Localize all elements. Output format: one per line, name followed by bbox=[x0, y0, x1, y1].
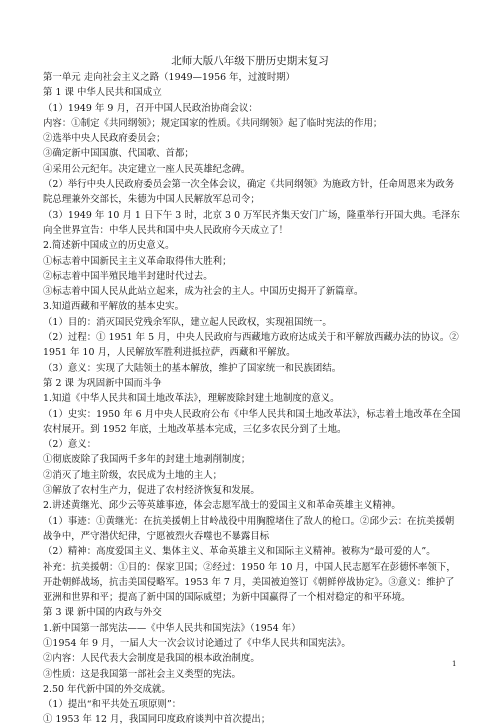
text-line: （3）1949 年 10 月 1 日下午 3 时，北京 3 0 万军民齐集天安门广场，隆重举行开国大典。毛泽东向全世界宣告：中华人民共和国中央人民政府今天成立了！ bbox=[43, 209, 460, 236]
lesson-heading: 第 2 课 为巩固新中国而斗争 bbox=[43, 377, 162, 389]
lesson-heading: 第 1 课 中华人民共和国成立 bbox=[43, 87, 162, 99]
text-line: ③标志着中国人民从此站立起来，成为社会的主人。中国历史揭开了新篇章。 bbox=[43, 286, 364, 298]
text-line: ①标志着中国新民主主义革命取得伟大胜利； bbox=[43, 255, 232, 267]
text-line: （2）意义： bbox=[43, 439, 97, 451]
text-line: ③性质：这是我国第一部社会主义类型的宪法。 bbox=[43, 668, 241, 680]
section-heading: 2.讲述黄继光、邱少云等英雄事迹，体会志愿军战士的爱国主义和革命英雄主义精神。 bbox=[43, 500, 401, 512]
text-line: ③确定新中国国旗、代国歌、首都； bbox=[43, 148, 194, 160]
text-line: ②标志着中国半殖民地半封建时代过去。 bbox=[43, 270, 213, 282]
section-heading: 1.知道《中华人民共和国土地改革法》，理解废除封建土地制度的意义。 bbox=[43, 393, 340, 405]
text-line: （2）过程：① 1951 年 5 月，中央人民政府与西藏地方政府达成关于和平解放西藏办法的协议。②1951 年 10 月，人民解放军胜利进抵拉萨，西藏和平解放。 bbox=[43, 332, 459, 359]
lesson-heading: 第 3 课 新中国的内政与外交 bbox=[43, 607, 162, 619]
text-line: ① 1953 年 12 月，我国同印度政府谈判中首次提出； bbox=[43, 714, 271, 726]
text-line: （1）提出“和平共处五项原则”： bbox=[43, 699, 182, 711]
text-line: （1）目的：消灭国民党残余军队，建立起人民政权，实现祖国统一。 bbox=[43, 316, 332, 328]
text-line: ②选举中央人民政府委员会； bbox=[43, 133, 166, 145]
section-heading: 2.50 年代新中国的外交成就。 bbox=[43, 683, 171, 695]
text-line: ③解放了农村生产力，促进了农村经济恢复和发展。 bbox=[43, 485, 260, 497]
page-number: 1 bbox=[452, 660, 457, 668]
text-line: 补充：抗美援朝：①目的：保家卫国；②经过：1950 年 10 月，中国人民志愿军在彭德怀率领下，开赴朝鲜战场，抗击美国侵略军。1953 年 7 月，美国被迫签订《朝鲜停战协定》。③意义：维护了亚洲和世界和平；提高了新中国的国际威望；为新中国赢得了一个相对稳定的和平环境。 bbox=[43, 561, 456, 604]
text-line: （3）意义：实现了大陆领土的基本解放，维护了国家统一和民族团结。 bbox=[43, 362, 342, 374]
section-heading: 1.新中国第一部宪法——《中华人民共和国宪法》（1954 年） bbox=[43, 622, 301, 634]
text-line: （1）1949 年 9 月，召开中国人民政治协商会议： bbox=[43, 102, 258, 114]
text-line: ①1954 年 9 月，一届人大一次会议讨论通过了《中华人民共和国宪法》。 bbox=[43, 637, 351, 649]
document-title: 北师大版八年级下册历史期末复习 bbox=[171, 55, 329, 67]
text-line: ②消灭了地主阶级，农民成为土地的主人； bbox=[43, 469, 223, 481]
section-heading: 3.知道西藏和平解放的基本史实。 bbox=[43, 301, 184, 313]
text-line: ②内容：人民代表大会制度是我国的根本政治制度。 bbox=[43, 653, 260, 665]
text-line: （1）史实：1950 年 6 月中央人民政府公布《中华人民共和国土地改革法》，标志着土地改革在全国农村展开。到 1952 年底，土地改革基本完成，三亿多农民分到了土地。 bbox=[43, 408, 461, 435]
text-line: （2）举行中央人民政府委员会第一次全体会议，确定《共同纲领》为施政方针，任命周恩来为政务院总理兼外交部长，朱德为中国人民解放军总司令； bbox=[43, 179, 455, 206]
text-line: ④采用公元纪年。决定建立一座人民英雄纪念碑。 bbox=[43, 163, 251, 175]
text-line: 内容：①制定《共同纲领》；规定国家的性质。《共同纲领》起了临时宪法的作用； bbox=[43, 117, 383, 129]
text-line: （2）精神：高度爱国主义、集体主义、革命英雄主义和国际主义精神。被称为“最可爱的人”。 bbox=[43, 546, 436, 558]
section-heading: 2.简述新中国成立的历史意义。 bbox=[43, 240, 175, 252]
text-line: （1）事迹：①黄继光：在抗美援朝上甘岭战役中用胸膛堵住了敌人的枪口。②邱少云：在抗美援朝战争中，严守潜伏纪律，宁愿被烈火吞噬也不暴露目标 bbox=[43, 515, 455, 542]
unit-heading: 第一单元 走向社会主义之路（1949—1956 年，过渡时期） bbox=[43, 72, 296, 83]
text-line: ①彻底废除了我国两千多年的封建土地剥削制度； bbox=[43, 454, 251, 466]
document-body bbox=[43, 70, 461, 728]
